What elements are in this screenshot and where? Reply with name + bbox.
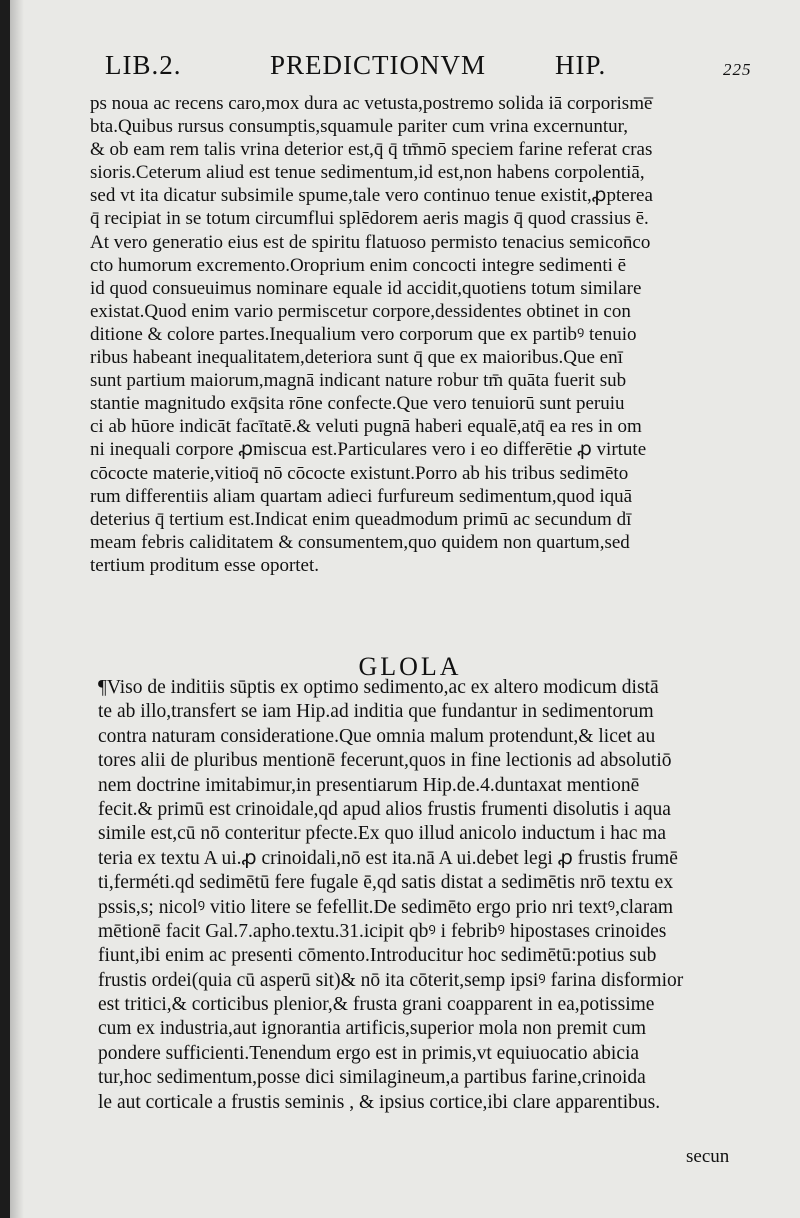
text-line: tertium proditum esse oportet. [90,554,320,576]
gloss-line: frustis ordei(quia cū asperū sit)& nō ita cōterit,semp ipsiꝰ farina disformior [98,969,684,991]
text-line: meam febris caliditatem & consumentem,quo quidem non quartum,sed [90,531,630,553]
text-line: ni inequali corpore ꝓmiscua est.Particulares vero i eo differētie ꝓ virtute [90,439,647,461]
gloss-text [98,676,758,1115]
text-line: ps noua ac recens caro,mox dura ac vetusta,postremo solida iā corporisme̅ [90,93,653,114]
running-title: PREDICTIONVM [270,50,487,80]
text-line: sioris.Ceterum aliud est tenue sedimentum,id est,non habens corpolentiā, [90,162,645,184]
text-line: existat.Quod enim vario permiscetur corpore,dessidentes obtinet in con [90,300,631,322]
gloss-line: contra naturam consideratione.Que omnia malum protendunt,& licet au [98,725,656,747]
gloss-line: le aut corticale a frustis seminis , & ipsius cortice,ibi clare apparentibus. [98,1091,661,1113]
gloss-line: ¶Viso de inditiis sūptis ex optimo sedimento,ac ex altero modicum distā [98,677,659,698]
gloss-line: ti,ferméti.qd sedimētū fere fugale ē,qd satis distat a sedimētis nrō textu ex [98,872,674,894]
running-head [105,50,755,84]
folio-number: 225 [723,60,752,79]
gloss-line: pondere sufficienti.Tenendum ergo est in primis,vt equiuocatio abicia [98,1042,640,1064]
text-line: q̄ recipiat in se totum circumflui splēdorem aeris magis q̄ quod crassius ē. [90,208,649,230]
text-line: ditione & colore partes.Inequalium vero corporum que ex partibꝰ tenuio [90,323,637,345]
text-line: ci ab hūore indicāt facītatē.& veluti pugnā haberi equalē,atq̄ ea res in om [90,416,642,438]
text-line: bta.Quibus rursus consumptis,squamule pariter cum vrina excernuntur, [90,116,628,138]
gloss-line: tur,hoc sedimentum,posse dici similagineum,a partibus farine,crinoida [98,1067,646,1089]
gloss-line: fecit.& primū est crinoidale,qd apud alios frustis frumenti disolutis i aqua [98,798,671,820]
gloss-line: teria ex textu A ui.ꝓ crinoidali,nō est ita.nā A ui.debet legi ꝓ frustis frumē [98,847,678,869]
gloss-line: tores alii de pluribus mentionē fecerunt,quos in fine lectionis ad absolutiō [98,750,672,772]
gloss-line: simile est,cū nō conteritur pfecte.Ex quo illud anicolo inductum i hac ma [98,823,667,845]
book-number: LIB.2. [105,50,182,80]
text-line: sunt partium maiorum,magnā indicant nature robur tm̄ quāta fuerit sub [90,370,627,392]
text-line: ribus habeant inequalitatem,deteriora sunt q̄ que ex maioribus.Que enī [90,347,623,369]
book-page [10,0,800,1218]
gloss-line: te ab illo,transfert se iam Hip.ad inditia que fundantur in sedimentorum [98,701,654,723]
text-line: stantie magnitudo exq̄sita rōne confecte.Que vero tenuiorū sunt peruiu [90,393,625,415]
text-line: At vero generatio eius est de spiritu flatuoso permisto tenacius semicon̄co [90,231,651,253]
gloss-line: cum ex industria,aut ignorantia artificis,superior mola non premit cum [98,1018,647,1040]
main-text [90,92,750,577]
text-line: cōcocte materie,vitioq̄ nō cōcocte existunt.Porro ab his tribus sedimēto [90,462,629,484]
gloss-line: pssis,s; nicolꝰ vitio litere se fefellit.De sedimēto ergo prio nri textꝰ,claram [98,896,674,918]
text-line: rum differentiis aliam quartam adieci furfureum sedimentum,quod iquā [90,485,633,507]
text-line: deterius q̄ tertium est.Indicat enim queadmodum primū ac secundum dī [90,508,632,530]
catchword: secun [686,1146,730,1167]
section-heading: GLOLA [358,652,462,681]
gloss-line: fiunt,ibi enim ac presenti cōmento.Introducitur hoc sedimētū:potius sub [98,945,657,967]
gloss-line: mētionē facit Gal.7.apho.textu.31.icipit qbꝰ i febribꝰ hipostases crinoides [98,920,667,942]
text-line: id quod consueuimus nominare equale id accidit,quotiens totum similare [90,277,642,299]
author-abbreviation: HIP. [555,50,607,80]
text-line: sed vt ita dicatur subsimile spume,tale vero continuo tenue existit,ꝓpterea [90,185,653,207]
gloss-line: nem doctrine imitabimur,in presentiarum Hip.de.4.duntaxat mentionē [98,774,640,796]
gloss-line: est tritici,& corticibus plenior,& frusta grani coapparent in ea,potissime [98,994,655,1016]
text-line: & ob eam rem talis vrina deterior est,q̄ q̄ tm̄mō speciem farine referat cras [90,139,653,161]
text-line: cto humorum excremento.Oroprium enim concocti integre sedimenti ē [90,254,627,276]
